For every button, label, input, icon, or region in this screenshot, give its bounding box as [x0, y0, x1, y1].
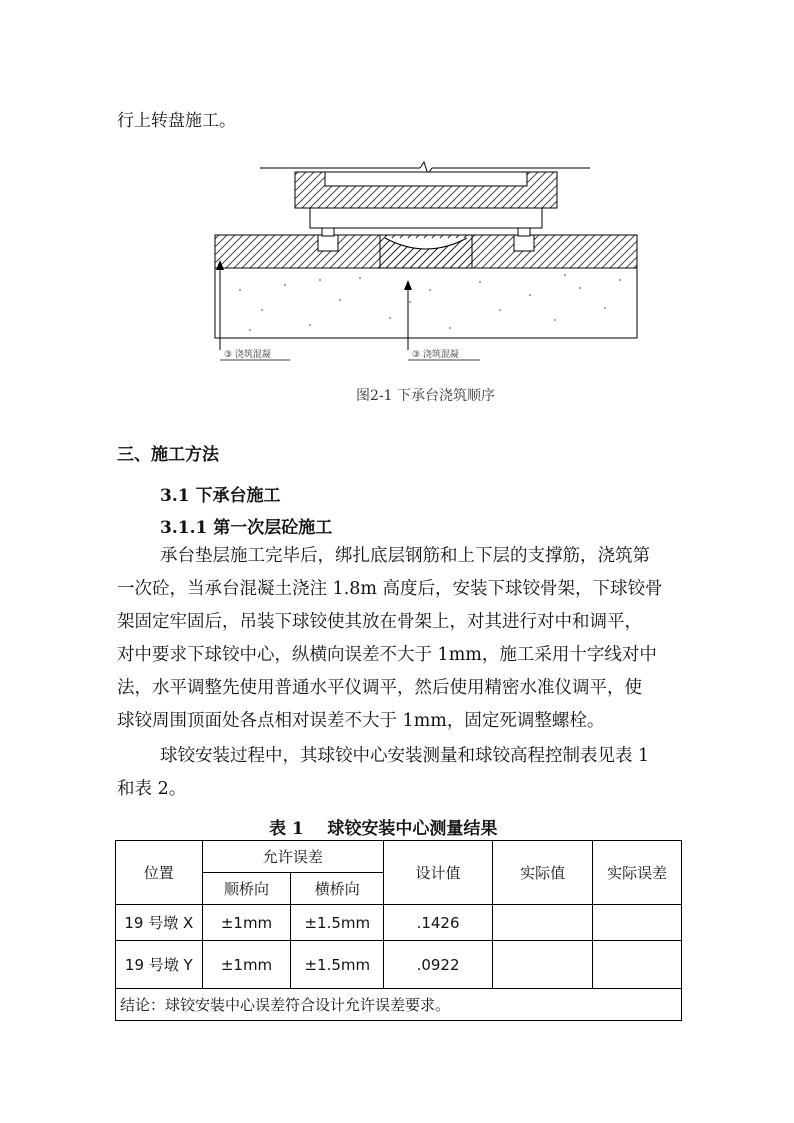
paragraph-line: 一次砼，当承台混凝土浇注 1.8m 高度后，安装下球铰骨架，下球铰骨 [117, 579, 663, 599]
cell-longitudinal: ±1mm [202, 941, 291, 989]
section-heading: 三、施工方法 [117, 445, 219, 465]
table-row [116, 941, 682, 989]
cell-position: 19 号墩 X [116, 905, 203, 941]
paragraph-line: 承台垫层施工完毕后，绑扎底层钢筋和上下层的支撑筋，浇筑第 [160, 546, 650, 566]
subsection-heading: 3.1 下承台施工 [160, 486, 281, 506]
header-actual-value: 实际值 [492, 841, 593, 905]
measurement-table [115, 840, 682, 1021]
cell-actual [492, 905, 593, 941]
table-title: 表 1 球铰安装中心测量结果 [269, 819, 498, 839]
cell-longitudinal: ±1mm [202, 905, 291, 941]
cell-error [593, 941, 682, 989]
paragraph-line: 法，水平调整先使用普通水平仪调平，然后使用精密水准仪调平，使 [117, 678, 642, 698]
header-actual-error: 实际误差 [593, 841, 682, 905]
cell-design: .0922 [384, 941, 493, 989]
cell-design: .1426 [384, 905, 493, 941]
paragraph-2 [117, 740, 682, 806]
pour-label-left: ③ 浇筑混凝 [224, 350, 271, 360]
paragraph-line: 对中要求下球铰中心，纵横向误差不大于 1mm，施工采用十字线对中 [117, 645, 657, 665]
cell-transverse: ±1.5mm [291, 941, 384, 989]
table-conclusion: 结论：球铰安装中心误差符合设计允许误差要求。 [116, 989, 682, 1021]
foundation-pour-diagram [200, 150, 660, 370]
intro-line: 行上转盘施工。 [117, 111, 236, 131]
cell-error [593, 905, 682, 941]
table-row [116, 905, 682, 941]
paragraph-line: 和表 2。 [117, 779, 187, 799]
cell-position: 19 号墩 Y [116, 941, 203, 989]
figure-caption: 图2-1 下承台浇筑顺序 [356, 388, 495, 404]
header-transverse: 横桥向 [291, 873, 384, 905]
header-longitudinal: 顺桥向 [202, 873, 291, 905]
paragraph-1 [117, 540, 682, 738]
paragraph-line: 球铰安装过程中，其球铰中心安装测量和球铰高程控制表见表 1 [160, 746, 650, 766]
header-design-value: 设计值 [384, 841, 493, 905]
cell-transverse: ±1.5mm [291, 905, 384, 941]
pour-label-right: ③ 浇筑混凝 [412, 350, 459, 360]
header-allowed-error: 允许误差 [202, 841, 384, 873]
subsubsection-heading: 3.1.1 第一次层砼施工 [160, 518, 333, 538]
paragraph-line: 球铰周围顶面处各点相对误差不大于 1mm，固定死调整螺栓。 [117, 711, 605, 731]
cell-actual [492, 941, 593, 989]
header-position: 位置 [116, 841, 203, 905]
paragraph-line: 架固定牢固后，吊装下球铰使其放在骨架上，对其进行对中和调平， [117, 612, 642, 632]
